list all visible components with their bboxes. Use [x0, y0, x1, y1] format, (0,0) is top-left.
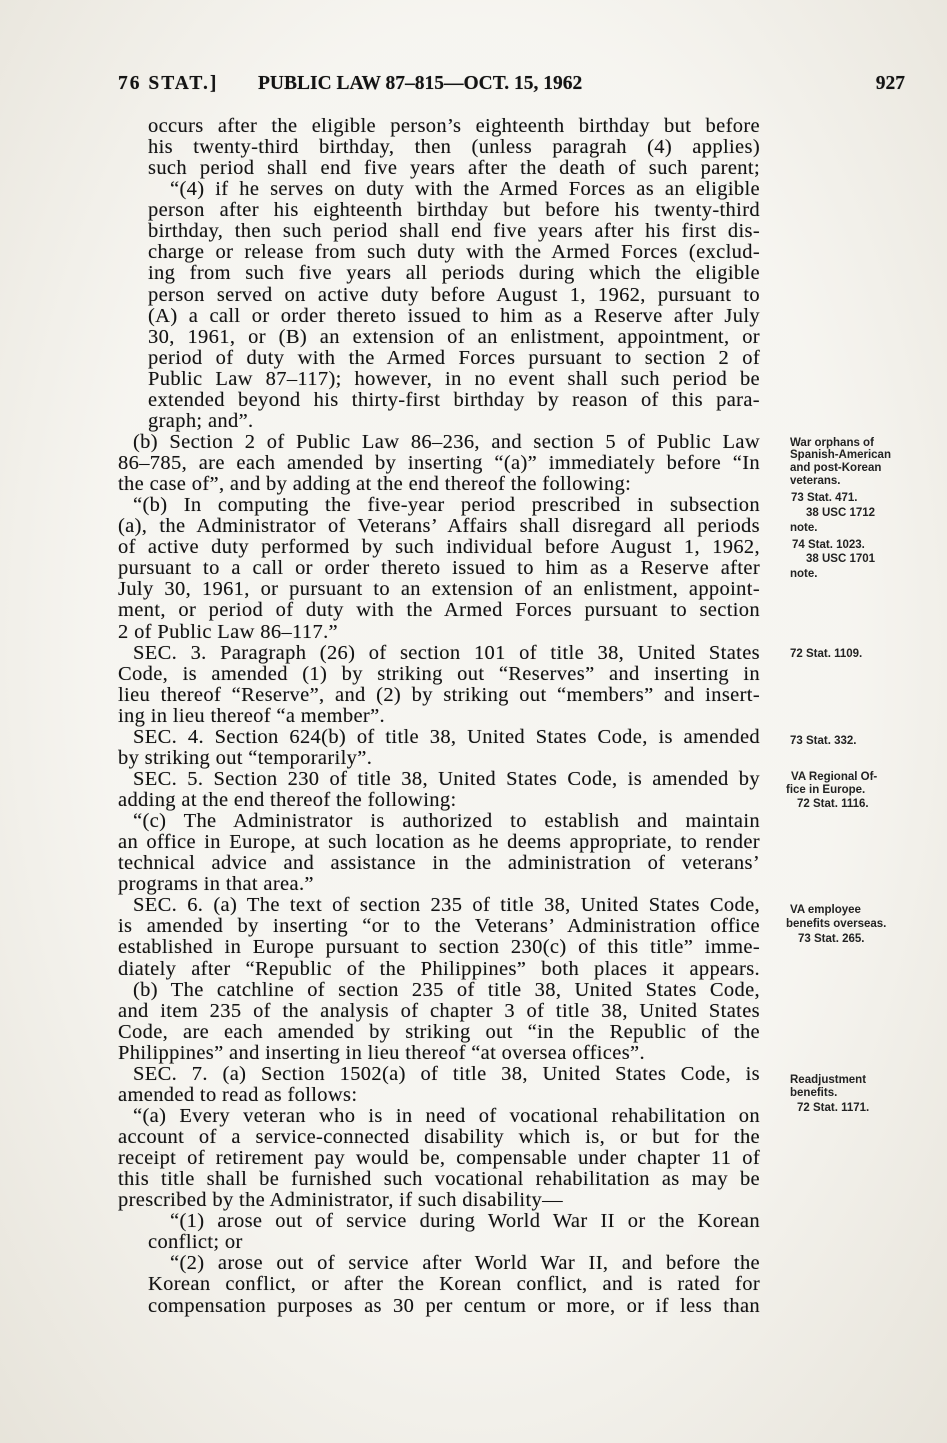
body-text [0, 116, 947, 1317]
text-line: person served on active duty before August 1, 1962, pursuant to [148, 283, 760, 306]
margin-note-line: fice in Europe. [786, 784, 866, 796]
margin-note-line: veterans. [790, 475, 841, 487]
text-line: 2 of Public Law 86–117.” [118, 620, 339, 643]
margin-note-line: benefits overseas. [786, 918, 887, 930]
text-line: Philippines” and inserting in lieu thereof “at oversea offices”. [118, 1041, 645, 1064]
text-line: adding at the end thereof the following: [118, 789, 457, 811]
text-line: his twenty-third birthday, then (unless paragrah (4) applies) [148, 136, 760, 159]
text-line: technical advice and assistance in the administration of veterans’ [118, 852, 760, 875]
header-title: PUBLIC LAW 87–815—OCT. 15, 1962 [258, 73, 583, 94]
margin-note-line: 38 USC 1712 [806, 507, 876, 519]
text-line: amended to read as follows: [118, 1083, 358, 1106]
text-line: SEC. 4. Section 624(b) of title 38, United States Code, is amended [133, 725, 760, 748]
margin-note-line: 72 Stat. 1109. [790, 648, 863, 660]
paragraph-4 [0, 179, 947, 432]
text-line: 86–785, are each amended by inserting “(a)” immediately before “In [118, 452, 760, 474]
text-line: 30, 1961, or (B) an extension of an enlistment, appointment, or [148, 325, 760, 348]
text-line: birthday, then such period shall end five years after his first dis- [148, 220, 760, 243]
clause-2 [0, 1253, 947, 1316]
text-line: pursuant to a call or order thereto issued to him as a Reserve after [118, 557, 760, 580]
text-line: receipt of retirement pay would be, compensable under chapter 11 of [118, 1147, 760, 1170]
text-line: diately after “Republic of the Philippines” both places it appears. [118, 957, 760, 980]
margin-note-line: benefits. [790, 1087, 838, 1099]
margin-note-line: 73 Stat. 332. [790, 735, 857, 747]
margin-note-line: and post-Korean [790, 462, 882, 474]
paragraph-3-continuation [0, 116, 947, 179]
text-line: occurs after the eligible person’s eighteenth birthday but before [148, 115, 760, 137]
text-line: established in Europe pursuant to section 230(c) of this title” imme- [118, 936, 760, 959]
margin-note-line: VA Regional Of- [791, 771, 878, 783]
text-line: (b) Section 2 of Public Law 86–236, and section 5 of Public Law [133, 430, 760, 453]
margin-note-line: Spanish-American [790, 449, 891, 461]
margin-note-line: 38 USC 1701 [806, 553, 876, 565]
text-line: “(b) In computing the five-year period prescribed in subsection [133, 494, 760, 517]
text-line: person after his eighteenth birthday but before his twenty-third [148, 199, 760, 222]
text-line: (b) The catchline of section 235 of title 38, United States Code, [133, 978, 760, 1001]
margin-note-line: 73 Stat. 265. [798, 933, 865, 945]
text-line: prescribed by the Administrator, if such disability— [118, 1189, 563, 1212]
margin-note-line: War orphans of [790, 437, 874, 449]
text-line: (A) a call or order thereto issued to him as a Reserve after July [148, 304, 760, 327]
margin-note-line: VA employee [790, 904, 861, 916]
text-line: July 30, 1961, or pursuant to an extension of an enlistment, appoint- [118, 578, 760, 601]
text-line: extended beyond his thirty-first birthday by reason of this para- [148, 388, 760, 411]
page-number: 927 [875, 73, 905, 94]
text-line: SEC. 5. Section 230 of title 38, United States Code, is amended by [133, 767, 760, 790]
text-line: ing from such five years all periods during which the eligible [148, 262, 760, 285]
text-line: is amended by inserting “or to the Veterans’ Administration office [118, 915, 760, 938]
volume-reference: 76 STAT.] [118, 73, 219, 94]
margin-note-line: note. [790, 522, 818, 534]
text-line: SEC. 3. Paragraph (26) of section 101 of title 38, United States [133, 641, 760, 664]
margin-note-line: 72 Stat. 1116. [797, 798, 869, 810]
text-line: (a), the Administrator of Veterans’ Affairs shall disregard all periods [118, 515, 760, 538]
text-line: and item 235 of the analysis of chapter 3 of title 38, United States [118, 999, 760, 1022]
text-line: Korean conflict, or after the Korean conflict, and is rated for [148, 1273, 760, 1296]
margin-note-line: 72 Stat. 1171. [797, 1102, 870, 1114]
text-line: an office in Europe, at such location as he deems appropriate, to render [118, 831, 760, 854]
margin-note-line: note. [790, 568, 818, 580]
text-line: Public Law 87–117); however, in no event shall such period be [148, 367, 760, 390]
section-6-b [0, 980, 947, 1064]
text-line: this title shall be furnished such vocational rehabilitation as may be [118, 1168, 760, 1191]
text-line: of active duty performed by such individual before August 1, 1962, [118, 536, 760, 559]
text-line: compensation purposes as 30 per centum or more, or if less than [148, 1294, 760, 1317]
text-line: graph; and”. [148, 409, 254, 432]
text-line: “(a) Every veteran who is in need of vocational rehabilitation on [133, 1104, 760, 1127]
text-line: by striking out “temporarily”. [118, 746, 373, 769]
text-line: lieu thereof “Reserve”, and (2) by striking out “members” and insert- [118, 683, 760, 706]
text-line: “(1) arose out of service during World War II or the Korean [170, 1210, 760, 1233]
text-line: “(c) The Administrator is authorized to establish and maintain [133, 810, 760, 833]
text-line: ing in lieu thereof “a member”. [118, 704, 385, 727]
text-line: Code, are each amended by striking out “in the Republic of the [118, 1020, 760, 1043]
margin-note-line: 73 Stat. 471. [791, 492, 858, 504]
text-line: Code, is amended (1) by striking out “Reserves” and inserting in [118, 662, 760, 685]
quoted-subsection-c [0, 811, 947, 895]
margin-note-line: Readjustment [790, 1074, 867, 1086]
quoted-subsection-a [0, 1106, 947, 1211]
text-line: period of duty with the Armed Forces pursuant to section 2 of [148, 346, 760, 369]
text-line: “(2) arose out of service after World War II, and before the [170, 1252, 760, 1275]
text-line: programs in that area.” [118, 873, 314, 896]
text-line: charge or release from such duty with the Armed Forces (exclud- [148, 241, 760, 264]
margin-note-line: 74 Stat. 1023. [792, 539, 865, 551]
text-line: SEC. 6. (a) The text of section 235 of title 38, United States Code, [133, 894, 760, 917]
text-line: ment, or period of duty with the Armed Forces pursuant to section [118, 599, 760, 622]
text-line: the case of”, and by adding at the end thereof the following: [118, 473, 632, 496]
text-line: account of a service-connected disability which is, or but for the [118, 1126, 760, 1148]
clause-1 [0, 1211, 947, 1253]
text-line: such period shall end five years after the death of such parent; [148, 157, 760, 180]
text-line: SEC. 7. (a) Section 1502(a) of title 38, United States Code, is [133, 1062, 760, 1085]
text-line: conflict; or [148, 1231, 243, 1254]
text-line: “(4) if he serves on duty with the Armed Forces as an eligible [170, 178, 760, 201]
